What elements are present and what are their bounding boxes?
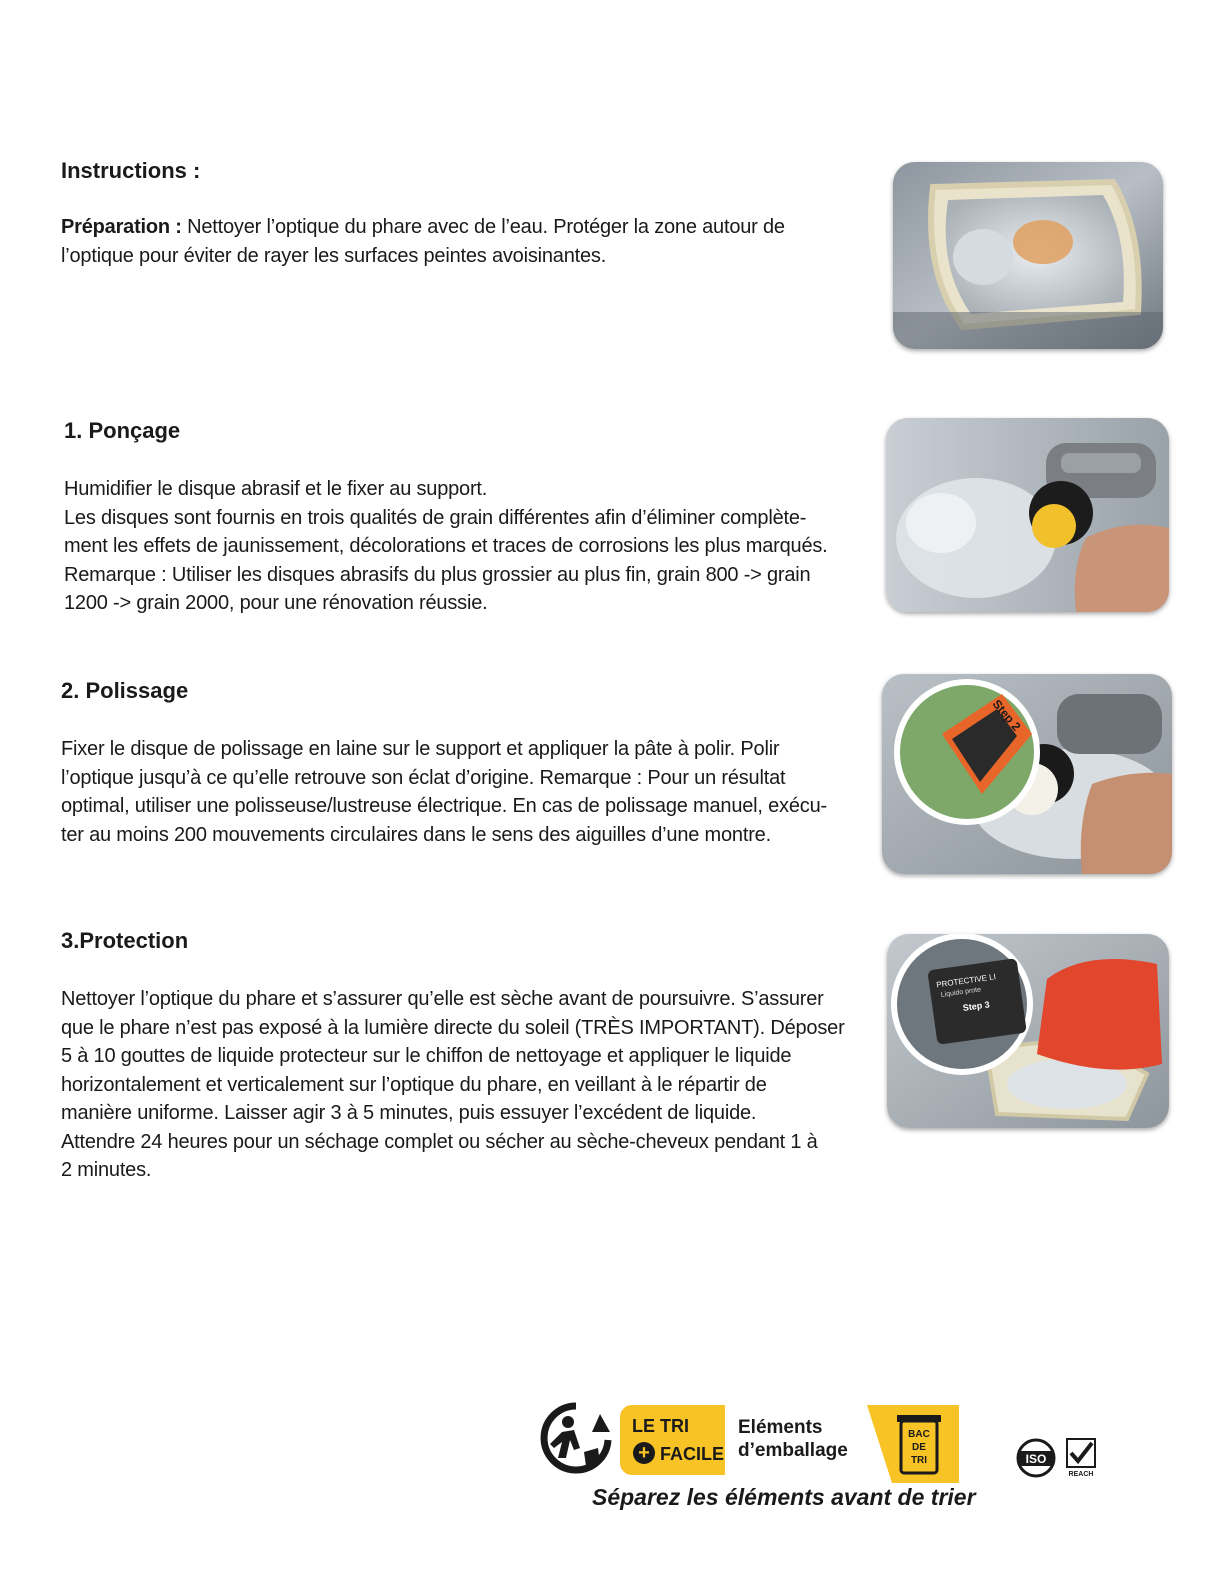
step-title: 2. Polissage bbox=[61, 678, 189, 703]
preparation-line: Nettoyer l’optique du phare avec de l’eau. Protéger la zone autour de bbox=[181, 216, 785, 238]
step-line: 1200 -> grain 2000, pour une rénovation réussie. bbox=[64, 592, 488, 614]
recycling-bin-icon bbox=[867, 1405, 959, 1483]
instructions-title: Instructions : bbox=[61, 158, 201, 183]
step-paragraph bbox=[64, 475, 844, 618]
preparation-line: l’optique pour éviter de rayer les surfaces peintes avoisinantes. bbox=[61, 244, 607, 267]
iso-icon bbox=[1016, 1438, 1056, 1478]
step-line: horizontalement et verticalement sur l’optique du phare, en veillant à le répartir de bbox=[61, 1073, 767, 1096]
step-line: optimal, utiliser une polisseuse/lustreuse électrique. En cas de polissage manuel, exécu- bbox=[61, 795, 827, 817]
triman-icon bbox=[540, 1402, 612, 1476]
tri-label: LE TRI bbox=[632, 1416, 689, 1436]
step-title: 3.Protection bbox=[61, 928, 189, 953]
step-line: Fixer le disque de polissage en laine sur le support et appliquer la pâte à polir. Polir bbox=[61, 738, 780, 760]
preparation-label: Préparation : bbox=[61, 216, 182, 238]
pouch-label: Step 3 bbox=[962, 999, 991, 1013]
step-line: manière uniforme. Laisser agir 3 à 5 minutes, puis essuyer l’excédent de liquide. bbox=[61, 1102, 757, 1124]
plus-icon: + bbox=[633, 1442, 655, 1464]
step-paragraph bbox=[61, 985, 845, 1185]
step-line: 5 à 10 gouttes de liquide protecteur sur le chiffon de nettoyage et appliquer le liquide bbox=[61, 1045, 792, 1067]
preparation-paragraph bbox=[61, 213, 841, 270]
step-line: ment les effets de jaunissement, décolorations et traces de corrosions les plus marqués. bbox=[64, 535, 828, 557]
bin-label: BAC bbox=[908, 1429, 930, 1440]
step-line: Remarque : Utiliser les disques abrasifs du plus grossier au plus fin, grain 800 -> grain bbox=[64, 563, 811, 586]
step-line: ter au moins 200 mouvements circulaires dans le sens des aiguilles d’une montre. bbox=[61, 823, 771, 846]
reach-icon bbox=[1066, 1438, 1096, 1478]
step-line: Humidifier le disque abrasif et le fixer au support. bbox=[64, 478, 488, 500]
facile-label: FACILE bbox=[660, 1444, 725, 1464]
iso-label: ISO bbox=[1025, 1452, 1047, 1466]
photo-protection bbox=[887, 934, 1169, 1128]
sorting-slogan: Séparez les éléments avant de trier bbox=[592, 1484, 976, 1510]
step-line: Attendre 24 heures pour un séchage complet ou sécher au sèche-cheveux pendant 1 à bbox=[61, 1130, 818, 1153]
bin-label: TRI bbox=[910, 1455, 928, 1466]
step-line: que le phare n’est pas exposé à la lumière directe du soleil (TRÈS IMPORTANT). Déposer bbox=[61, 1016, 845, 1039]
step-line: Les disques sont fournis en trois qualités de grain différentes afin d’éliminer complète- bbox=[64, 506, 807, 529]
step-line: 2 minutes. bbox=[61, 1159, 152, 1181]
step-protection bbox=[61, 927, 845, 1185]
step-paragraph bbox=[61, 735, 841, 849]
pouch-label: Liquido prote bbox=[940, 986, 982, 999]
photo-polishing bbox=[882, 674, 1172, 874]
photo-sanding bbox=[886, 418, 1169, 612]
step-title: 1. Ponçage bbox=[64, 418, 181, 443]
step-poncage bbox=[64, 417, 844, 618]
bin-label: DE bbox=[912, 1442, 926, 1453]
pouch-label: PROTECTIVE LI bbox=[935, 972, 997, 990]
intro-section bbox=[61, 157, 841, 270]
reach-label: REACH bbox=[1068, 1471, 1094, 1478]
photo-masked-headlight bbox=[893, 162, 1163, 349]
step-polissage bbox=[61, 677, 841, 849]
pouch-label: Step 2 bbox=[989, 696, 1024, 734]
step-line: Nettoyer l’optique du phare et s’assurer qu’elle est sèche avant de poursuivre. S’assurer bbox=[61, 988, 824, 1010]
packaging-elements-text: Eléments d’emballage bbox=[738, 1417, 848, 1461]
step-line: l’optique jusqu’à ce qu’elle retrouve son éclat d’origine. Remarque : Pour un résultat bbox=[61, 766, 786, 789]
